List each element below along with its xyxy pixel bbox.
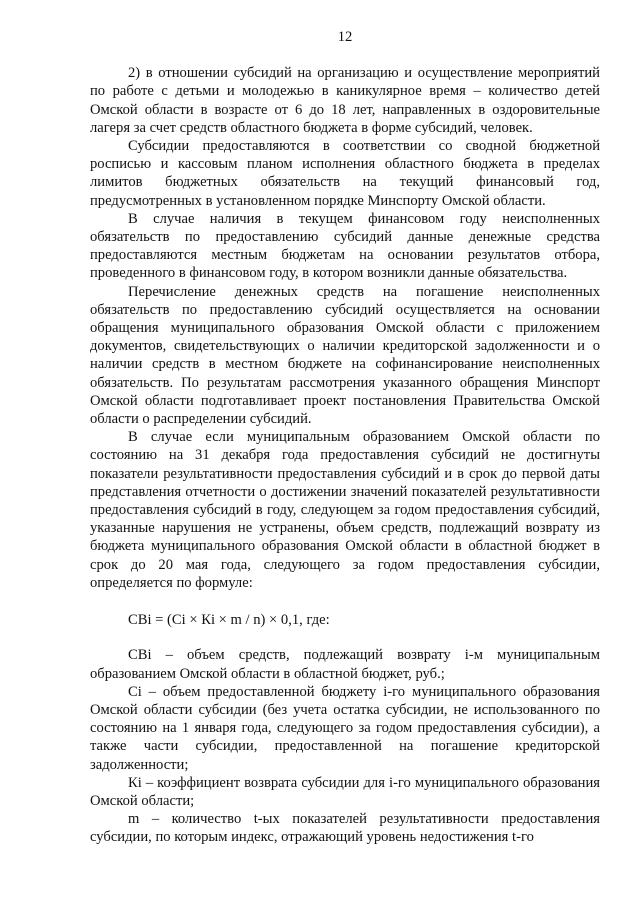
paragraph-budget-limits: Субсидии предоставляются в соответствии со сводной бюджетной росписью и кассовым планом исполнения областного бюджета в пределах лимитов бюджетных обязательств на текущий финансовый год, предусмотренных в установленном порядке Минспорту Омской области. [90, 138, 600, 209]
definition-ci: Сi – объем предоставленной бюджету i-го муниципального образования Омской области субсидии (без учета остатка субсидии, не использованного по состоянию на 1 января года, следующего за годом предоставления субсидии), а также части субсидии, предоставленной на погашение кредиторской задолженности; [90, 683, 600, 773]
paragraph-subsidy-children-camps: 2) в отношении субсидий на организацию и осуществление мероприятий по работе с детьми и молодежью в каникулярное время – количество детей Омской области в возрасте от 6 до 18 лет, направленных в оздоровительные лагеря за счет средств областного бюджета в форме субсидий, человек. [90, 65, 600, 136]
paragraph-unfulfilled-obligations: В случае наличия в текущем финансовом году неисполненных обязательств по предоставлению субсидий данные денежные средства предоставляются местным бюджетам на основании результатов отбора, проведенного в финансовом году, в котором возникли данные обязательства. [90, 210, 600, 282]
definition-svi: СВi – объем средств, подлежащий возврату i-м муниципальным образованием Омской области в областной бюджет, руб.; [90, 647, 600, 682]
paragraph-return-conditions: В случае если муниципальным образованием Омской области по состоянию на 31 декабря года предоставления субсидий не достигнуты показатели результативности предоставления субсидий и в срок до первой даты представления отчетности о достижении значений показателей результативности предоставления субсидий в году, следующем за годом предоставления субсидий, указанные нарушения не устранены, объем средств, подлежащий возврату из бюджета муниципального образования Омской области в областной бюджет в срок до 20 мая года, следующего за годом предоставления субсидии, определяется по формуле: [90, 429, 600, 591]
return-formula: СВi = (Сi × Кi × m / n) × 0,1, где: [128, 612, 330, 629]
page-number: 12 [337, 29, 353, 45]
document-page [90, 28, 600, 847]
definition-m: m – количество t-ых показателей результативности предоставления субсидии, по которым индекс, отражающий уровень недостижения t-го [90, 811, 600, 846]
paragraph-transfer-procedure: Перечисление денежных средств на погашение неисполненных обязательств по предоставлению субсидий осуществляется на основании обращения муниципального образования Омской области с приложением документов, свидетельствующих о наличии кредиторской задолженности и о наличии средств в местном бюджете на софинансирование неисполненных обязательств. По результатам рассмотрения указанного обращения Минспорт Омской области подготавливает проект постановления Правительства Омской области о распределении субсидий. [90, 283, 600, 428]
definition-ki: Кi – коэффициент возврата субсидии для i-го муниципального образования Омской области; [90, 774, 600, 809]
